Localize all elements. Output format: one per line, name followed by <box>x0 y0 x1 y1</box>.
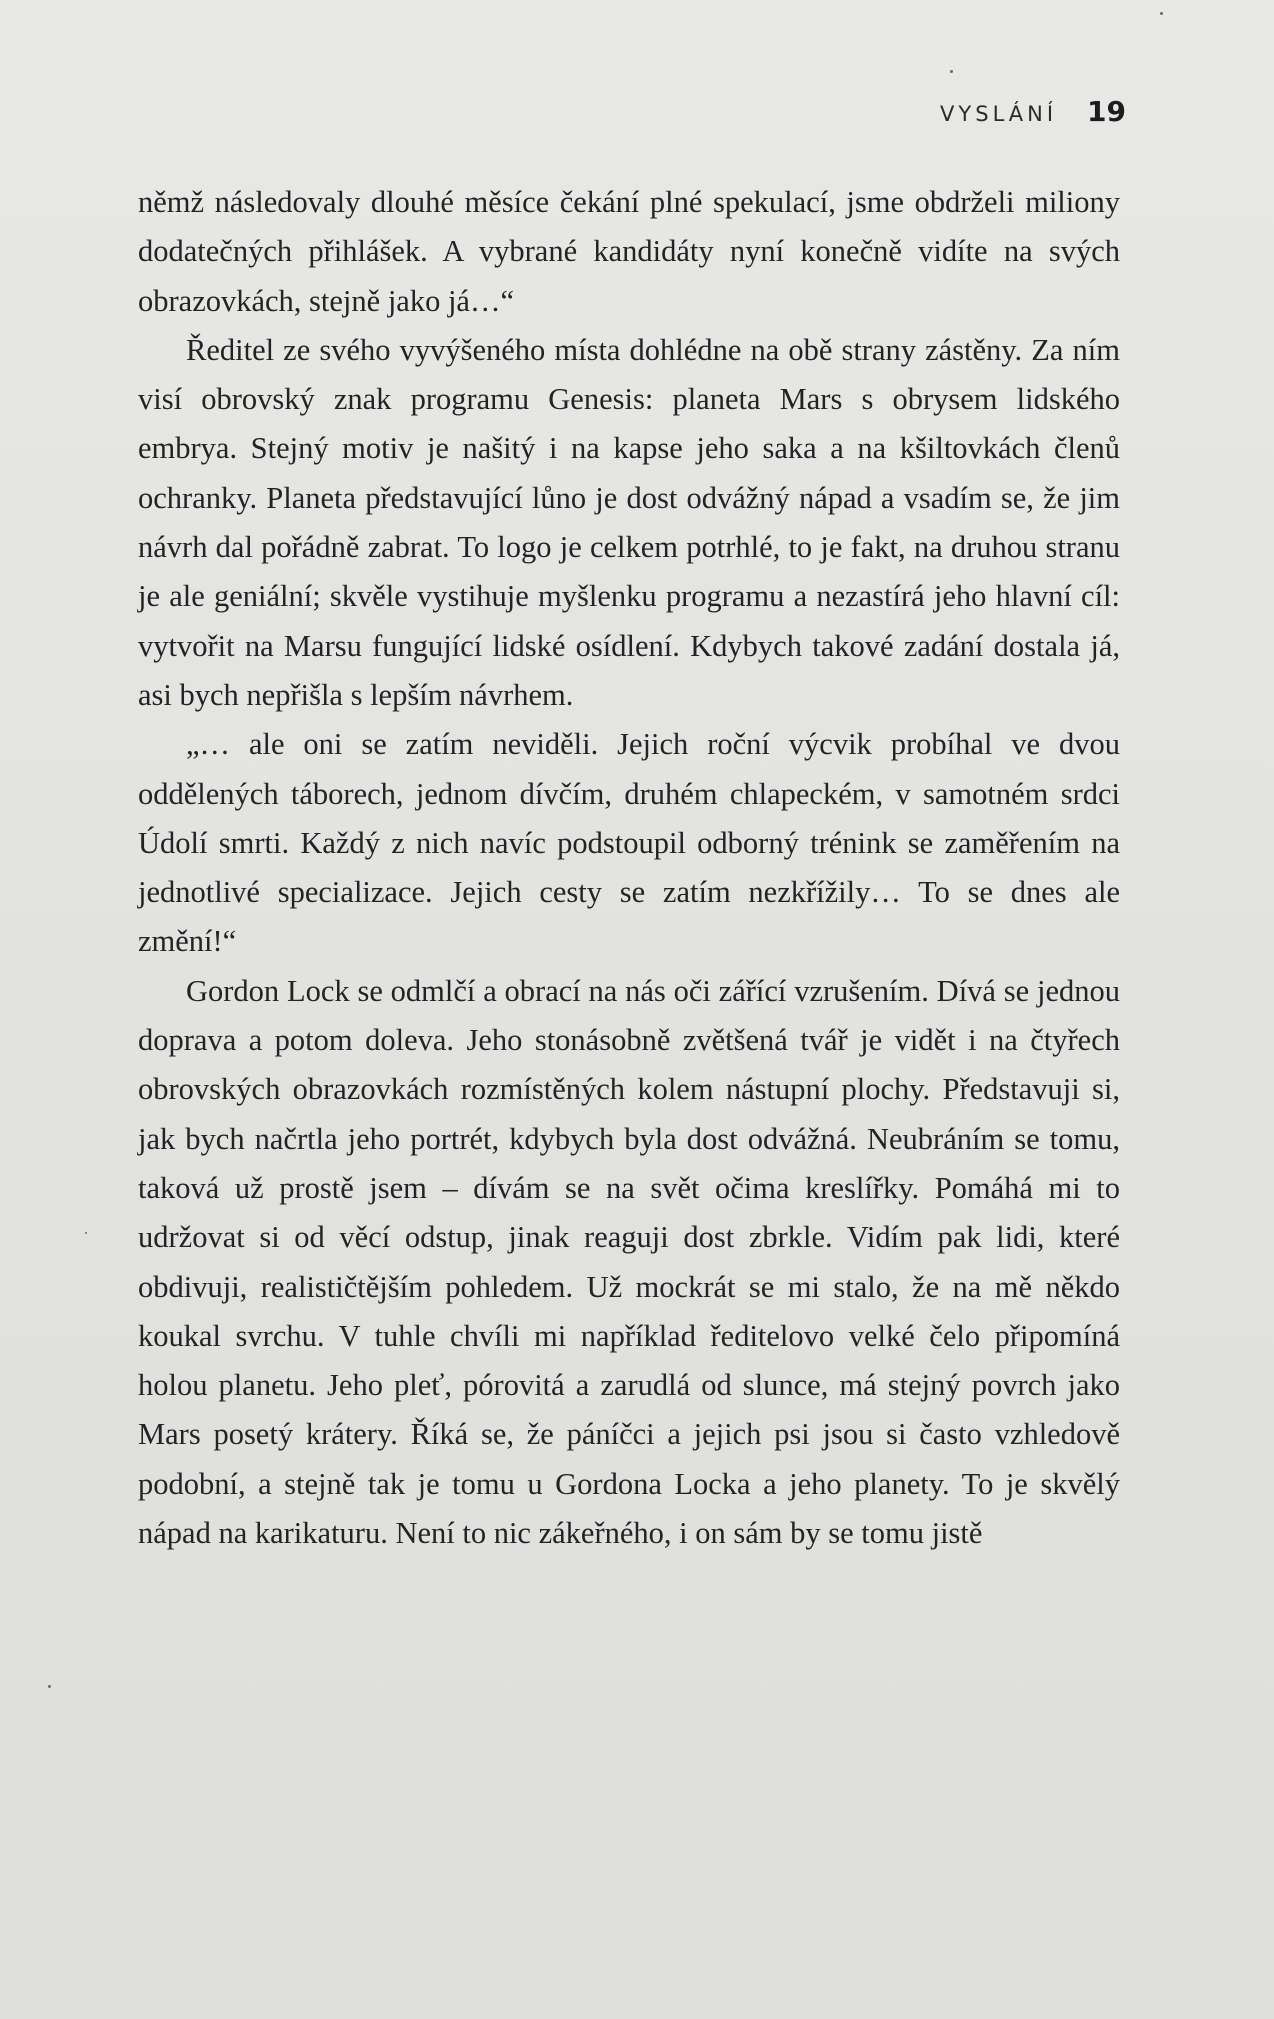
paragraph: „… ale oni se zatím neviděli. Jejich roční výcvik probíhal ve dvou oddělených táborech, jednom dívčím, druhém chlapeckém, v samotném srdci Údolí smrti. Každý z nich navíc podstoupil odborný trénink se zaměřením na jednotlivé specializace. Jejich cesty se zatím nezkřížily… To se dnes ale změní!“ <box>138 727 1120 959</box>
body-text <box>138 178 1120 1558</box>
paragraph-continuation: němž následovaly dlouhé měsíce čekání plné spekulací, jsme obdrželi miliony dodatečných přihlášek. A vybrané kandidáty nyní konečně vidíte na svých obrazovkách, stejně jako já…“ <box>138 185 1120 318</box>
paper-speck <box>85 1232 87 1234</box>
paragraph: Ředitel ze svého vyvýšeného místa dohlédne na obě strany zástěny. Za ním visí obrovský znak programu Genesis: planeta Mars s obrysem lidského embrya. Stejný motiv je našitý i na kapse jeho saka a na kšiltovkách členů ochranky. Planeta představující lůno je dost odvážný nápad a vsadím se, že jim návrh dal pořádně zabrat. To logo je celkem potrhlé, to je fakt, na druhou stranu je ale geniální; skvěle vystihuje myšlenku programu a nezastírá jeho hlavní cíl: vytvořit na Marsu fungující lidské osídlení. Kdybych takové zadání dostala já, asi bych nepřišla s lepším návrhem. <box>138 332 1120 712</box>
paper-speck <box>1160 12 1163 15</box>
paragraph: Gordon Lock se odmlčí a obrací na nás oči zářící vzrušením. Dívá se jednou doprava a potom doleva. Jeho stonásobně zvětšená tvář je vidět i na čtyřech obrovských obrazovkách rozmístěných kolem nástupní plochy. Představuji si, jak bych načrtla jeho portrét, kdybych byla dost odvážná. Neubráním se tomu, taková už prostě jsem – dívám se na svět očima kreslířky. Pomáhá mi to udržovat si od věcí odstup, jinak reaguji dost zbrkle. Vidím pak lidi, které obdivuji, realističtějším pohledem. Už mockrát se mi stalo, že na mě někdo koukal svrchu. V tuhle chvíli mi například ředitelovo velké čelo připomíná holou planetu. Jeho pleť, pórovitá a zarudlá od slunce, má stejný povrch jako Mars posetý krátery. Říká se, že páníčci a jejich psi jsou si často vzhledově podobní, a stejně tak je tomu u Gordona Locka a jeho planety. To je skvělý nápad na karikaturu. Není to nic zákeřného, i on sám by se tomu jistě <box>138 973 1120 1551</box>
paper-speck <box>950 70 953 73</box>
page-number: 19 <box>1087 95 1126 128</box>
running-head <box>940 95 1126 128</box>
paper-speck <box>48 1685 51 1688</box>
section-title: VYSLÁNÍ <box>940 102 1058 126</box>
